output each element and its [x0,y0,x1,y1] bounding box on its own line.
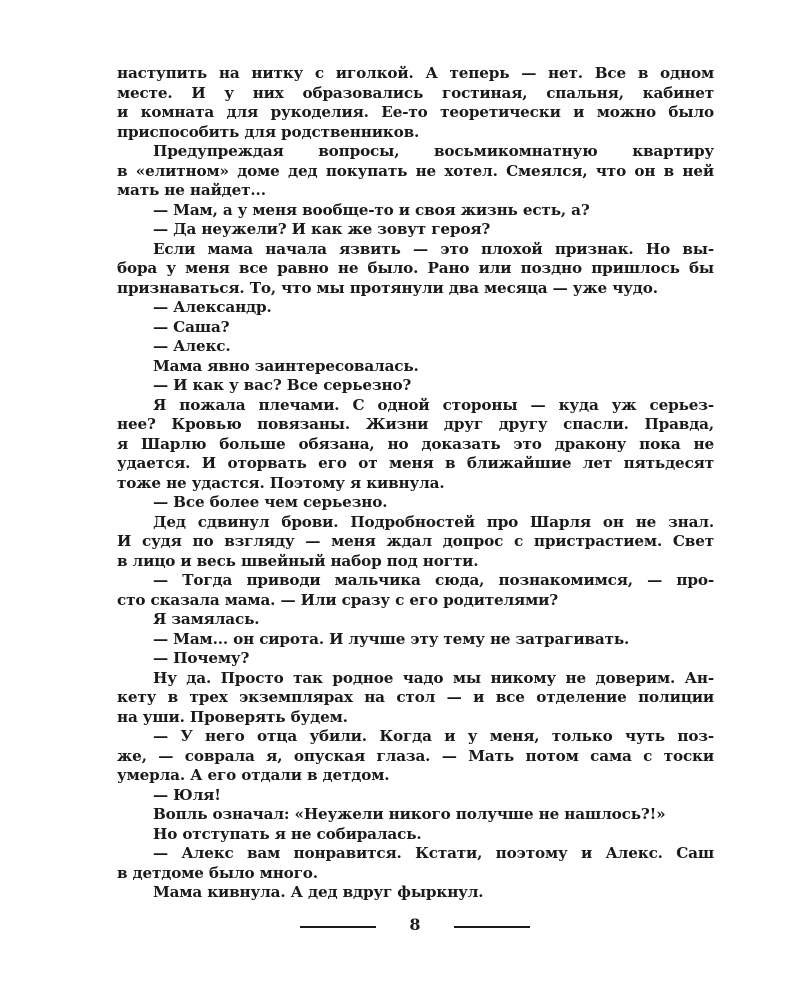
text-line: на уши. Проверять будем. [117,707,348,726]
text-line: — Александр. [153,298,272,316]
text-line: Но отступать я не собиралась. [153,824,422,843]
text-line: умерла. А его отдали в детдом. [117,766,390,784]
text-line: — Мам... он сирота. И лучше эту тему не затрагивать. [153,629,630,648]
text-line: — Мам, а у меня вообще-то и своя жизнь есть, а? [153,200,590,219]
text-line: — Да неужели? И как же зовут героя? [153,220,491,238]
text-line: же, — соврала я, опуская глаза. — Мать потом сама с тоски [117,746,714,765]
text-line: и комната для рукоделия. Ее-то теоретически и можно было [117,103,714,121]
page-number: 8 [409,915,421,934]
text-line: — Алекс вам понравится. Кстати, поэтому и Алекс. Саш [153,844,714,862]
text-line: Я пожала плечами. С одной стороны — куда уж серьез- [153,395,714,414]
text-line: Я замялась. [153,610,260,628]
text-line: сто сказала мама. — Или сразу с его родителями? [117,590,559,609]
text-line: наступить на нитку с иголкой. А теперь — нет. Все в одном [117,64,714,82]
text-line: Ну да. Просто так родное чадо мы никому не доверим. Ан- [153,668,714,687]
text-line: — Тогда приводи мальчика сюда, познакомимся, — про- [153,571,714,589]
text-line: Мама явно заинтересовалась. [153,356,419,375]
page-body [117,64,714,903]
text-line: — Все более чем серьезно. [153,493,388,511]
text-line: нее? Кровью повязаны. Жизни друг другу спасли. Правда, [117,415,714,433]
text-line: — И как у вас? Все серьезно? [153,376,412,394]
text-line: признаваться. То, что мы протянули два месяца — уже чудо. [117,278,658,297]
text-line: в «елитном» доме дед покупать не хотел. Смеялся, что он в ней [117,161,714,180]
text-line: — Алекс. [153,337,231,355]
page-footer [300,912,530,938]
text-line: Вопль означал: «Неужели никого получше не нашлось?!» [153,805,666,823]
text-line: Если мама начала язвить — это плохой признак. Но вы- [153,239,714,258]
text-line: месте. И у них образовались гостиная, спальня, кабинет [117,83,714,102]
text-line: в детдоме было много. [117,863,318,882]
text-line: я Шарлю больше обязана, но доказать это дракону пока не [117,434,714,453]
text-line: Мама кивнула. А дед вдруг фыркнул. [153,883,484,901]
text-line: кету в трех экземплярах на стол — и все отделение полиции [117,688,714,706]
text-line: И судя по взгляду — меня ждал допрос с пристрастием. Свет [117,532,714,550]
text-line: Дед сдвинул брови. Подробностей про Шарля он не знал. [153,512,714,531]
footer-rule-right [454,926,530,928]
text-line: в лицо и весь швейный набор под ногти. [117,551,479,570]
text-line: — Юля! [153,785,221,804]
text-line: тоже не удастся. Поэтому я кивнула. [117,473,445,492]
text-line: бора у меня все равно не было. Рано или поздно пришлось бы [117,259,714,277]
text-line: — Саша? [153,317,230,336]
text-line: — У него отца убили. Когда и у меня, только чуть поз- [153,727,714,745]
text-line: приспособить для родственников. [117,122,420,141]
text-line: — Почему? [153,649,250,667]
text-line: мать не найдет... [117,181,266,199]
text-line: удается. И оторвать его от меня в ближайшие лет пятьдесят [117,454,714,472]
text-line: Предупреждая вопросы, восьмикомнатную квартиру [153,142,714,160]
